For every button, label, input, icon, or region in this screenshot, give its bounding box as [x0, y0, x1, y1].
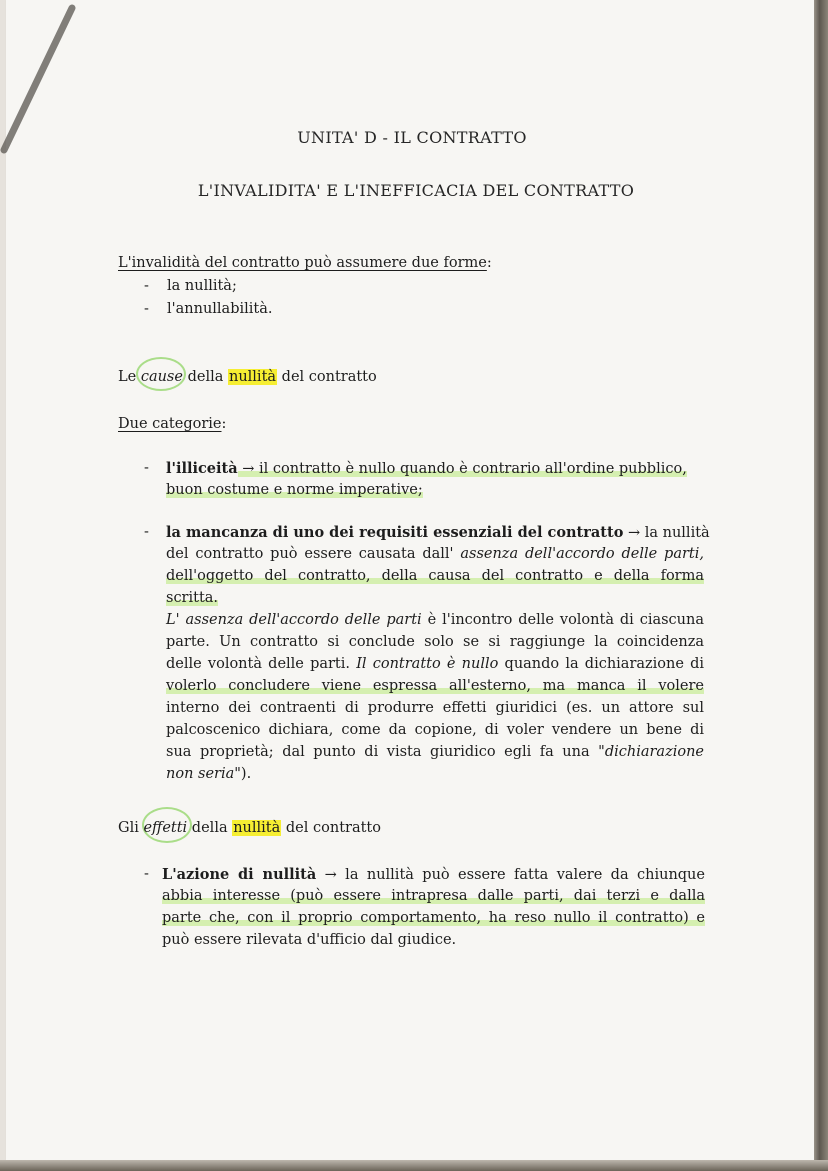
- azione-term: L'azione di nullità: [162, 866, 317, 883]
- azione-line3: [162, 908, 705, 930]
- categories-label-text: Due categorie: [118, 416, 222, 432]
- requisiti-line7-italic1: Il contratto: [356, 656, 441, 672]
- effetti-heading-effetti: effetti: [143, 820, 188, 836]
- requisiti-line2-italic: assenza dell'accordo delle parti,: [460, 546, 704, 562]
- intro-heading: [118, 253, 492, 274]
- azione-line4-text: può essere rilevata d'ufficio dal giudice.: [162, 932, 457, 948]
- intro-heading-text: L'invalidità del contratto può assumere due forme: [118, 255, 487, 271]
- cause-item-illiceita: [166, 458, 687, 480]
- requisiti-line3: [166, 566, 704, 588]
- requisiti-line7: [166, 654, 704, 676]
- requisiti-line4: [166, 588, 218, 609]
- azione-line1: [162, 864, 705, 887]
- cause-heading: [118, 367, 377, 388]
- requisiti-line10: [166, 720, 704, 742]
- azione-line2-text: abbia interesse (può essere intrapresa dalle parti, dai terzi e dalla: [162, 888, 705, 904]
- illiceita-line2-text: buon costume e norme imperative;: [166, 482, 423, 498]
- requisiti-line2-pre: del contratto può essere causata dall': [166, 546, 461, 562]
- requisiti-line5-post: è l'incontro delle volontà di ciascuna: [421, 612, 704, 628]
- cause-heading-cause: cause: [140, 369, 183, 385]
- page-edge-right: [814, 0, 828, 1171]
- categories-colon: :: [221, 416, 227, 432]
- categories-label: [118, 414, 226, 435]
- requisiti-line12: [166, 764, 251, 785]
- list-dash: -: [144, 866, 149, 882]
- page-subtitle: L'INVALIDITA' E L'INEFFICACIA DEL CONTRATTO: [197, 181, 635, 200]
- requisiti-line4-text: scritta.: [166, 590, 219, 606]
- requisiti-line9: [166, 698, 704, 720]
- list-dash: -: [144, 301, 149, 317]
- requisiti-line9-text: interno dei contraenti di produrre effetti giuridici (es. un attore sul: [166, 700, 704, 716]
- list-dash: -: [144, 460, 149, 476]
- intro-item-annullabilita: l'annullabilità.: [167, 301, 273, 317]
- requisiti-line7-pre: delle volontà delle parti.: [166, 656, 357, 672]
- list-dash: -: [144, 278, 149, 294]
- cause-heading-pre: Le: [118, 369, 141, 385]
- cause-heading-mid: della: [182, 369, 228, 385]
- requisiti-line3-text: dell'oggetto del contratto, della causa del contratto e della forma: [166, 568, 704, 584]
- requisiti-line8: [166, 676, 704, 698]
- illiceita-term: l'illiceità: [166, 460, 238, 477]
- effetti-heading-mid: della: [187, 820, 233, 836]
- requisiti-line6: [166, 632, 704, 654]
- requisiti-line7-post: quando la dichiarazione di: [498, 656, 705, 672]
- requisiti-arrow: → la nullità: [623, 525, 710, 541]
- requisiti-line5-italic: L' assenza dell'accordo delle parti: [166, 612, 422, 628]
- cause-item-illiceita-line2: [166, 480, 423, 501]
- requisiti-line12-post: ").: [234, 766, 252, 782]
- requisiti-line10-text: palcoscenico dichiara, come da copione, di voler vendere un bene di: [166, 722, 704, 738]
- page-title: UNITA' D - IL CONTRATTO: [297, 128, 527, 147]
- requisiti-line5: [166, 610, 704, 632]
- azione-line2: [162, 886, 705, 908]
- requisiti-line1: [166, 522, 710, 545]
- intro-heading-colon: :: [486, 255, 492, 271]
- intro-item-nullita: la nullità;: [167, 278, 237, 294]
- requisiti-line12-italic: non seria: [166, 766, 235, 782]
- illiceita-definition: → il contratto è nullo quando è contrario all'ordine pubblico,: [237, 461, 687, 477]
- requisiti-line11: [166, 742, 704, 764]
- azione-line4: [162, 930, 456, 951]
- cause-heading-highlight: nullità: [228, 369, 277, 385]
- list-dash: -: [144, 524, 149, 540]
- requisiti-term: la mancanza di uno dei requisiti essenziali del contratto: [166, 524, 624, 541]
- page-edge-bottom: [0, 1160, 828, 1171]
- requisiti-line2: [166, 544, 704, 566]
- requisiti-line11-italic: dichiarazione: [604, 744, 704, 760]
- requisiti-line8-text: volerlo concludere viene espressa all'esterno, ma manca il volere: [166, 678, 704, 694]
- cause-heading-post: del contratto: [277, 369, 377, 385]
- azione-line3-text: parte che, con il proprio comportamento, ha reso nullo il contratto) e: [162, 910, 705, 926]
- azione-arrow: → la nullità può essere fatta valere da chiunque: [316, 867, 705, 883]
- effetti-heading: [118, 818, 381, 839]
- requisiti-line6-text: parte. Un contratto si conclude solo se si raggiunge la coincidenza: [166, 634, 704, 650]
- effetti-heading-post: del contratto: [281, 820, 381, 836]
- requisiti-line11-pre: sua proprietà; dal punto di vista giuridico egli fa una ": [166, 744, 605, 760]
- effetti-heading-pre: Gli: [118, 820, 144, 836]
- requisiti-line7-italic2: è nullo: [446, 656, 499, 672]
- effetti-heading-highlight: nullità: [233, 820, 281, 836]
